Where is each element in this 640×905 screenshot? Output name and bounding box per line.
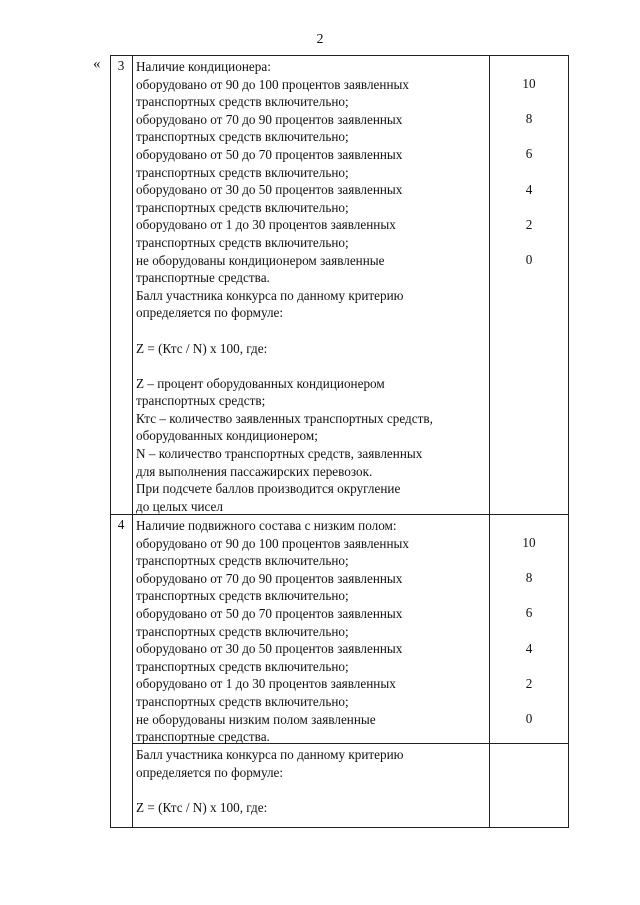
row-4-number: 4 — [117, 517, 125, 532]
text-line: транспортных средств включительно; — [136, 623, 349, 639]
text-line: транспортных средств; — [136, 393, 266, 409]
points-value: 4 — [525, 640, 533, 656]
table-border-top — [110, 55, 569, 56]
text-line: Ктс – количество заявленных транспортных средств, — [136, 410, 433, 426]
text-line: оборудованных кондиционером; — [136, 428, 318, 444]
table-border-num — [132, 55, 133, 828]
text-line: не оборудованы низким полом заявленные — [136, 711, 376, 727]
row-3-number: 3 — [117, 58, 125, 73]
text-line: При подсчете баллов производится округление — [136, 481, 401, 497]
text-line: Балл участника конкурса по данному критерию — [136, 747, 404, 762]
table-border-right — [568, 55, 569, 828]
blank-line — [136, 781, 491, 799]
points-value: 2 — [525, 675, 533, 691]
table-border-left — [110, 55, 111, 828]
text-line: оборудовано от 30 до 50 процентов заявленных — [136, 182, 403, 198]
text-line: оборудовано от 30 до 50 процентов заявленных — [136, 641, 403, 657]
text-line: определяется по формуле: — [136, 764, 284, 780]
text-line: оборудовано от 90 до 100 процентов заявленных — [136, 535, 409, 551]
text-line: Z – процент оборудованных кондиционером — [136, 375, 385, 391]
text-line: до целых чисел — [136, 498, 223, 514]
blank-line — [136, 357, 491, 375]
blank-line — [136, 322, 491, 340]
points-value: 2 — [525, 216, 533, 232]
text-line: не оборудованы кондиционером заявленные — [136, 252, 385, 268]
text-line: транспортных средств включительно; — [136, 129, 349, 145]
text-line: транспортных средств включительно; — [136, 693, 349, 709]
text-line: транспортные средства. — [136, 270, 270, 286]
text-line: оборудовано от 50 до 70 процентов заявленных — [136, 146, 403, 162]
text-line: определяется по формуле: — [136, 305, 284, 321]
text-line: транспортных средств включительно; — [136, 553, 349, 569]
points-value: 4 — [525, 181, 533, 197]
text-line: транспортных средств включительно; — [136, 234, 349, 250]
points-value: 6 — [525, 605, 533, 621]
text-line: транспортных средств включительно; — [136, 658, 349, 674]
points-value: 6 — [525, 146, 533, 162]
points-value: 0 — [525, 252, 533, 267]
text-line: транспортные средства. — [136, 729, 270, 745]
points-value: 10 — [522, 76, 536, 91]
table-border-bottom — [110, 827, 569, 828]
text-line: оборудовано от 1 до 30 процентов заявленных — [136, 676, 396, 692]
text-line: транспортных средств включительно; — [136, 588, 349, 604]
text-line: оборудовано от 90 до 100 процентов заявленных — [136, 76, 409, 92]
text-line: транспортных средств включительно; — [136, 199, 349, 215]
text-line: транспортных средств включительно; — [136, 164, 349, 180]
text-line: Наличие подвижного состава с низким полом: — [136, 518, 397, 533]
text-line: Балл участника конкурса по данному критерию — [136, 287, 404, 303]
points-value: 8 — [525, 570, 533, 586]
points-value: 8 — [525, 111, 533, 127]
text-line: Наличие кондиционера: — [136, 59, 271, 74]
points-value: 0 — [525, 711, 533, 726]
page-number: 2 — [316, 32, 324, 47]
points-value: 10 — [522, 535, 536, 550]
text-line: N – количество транспортных средств, заявленных — [136, 446, 423, 462]
text-line: оборудовано от 1 до 30 процентов заявленных — [136, 217, 396, 233]
text-line: оборудовано от 70 до 90 процентов заявленных — [136, 111, 403, 127]
formula-line: Z = (Ктс / N) x 100, где: — [136, 799, 268, 815]
text-line: транспортных средств включительно; — [136, 94, 349, 110]
opening-quote: « — [93, 56, 101, 72]
text-line: для выполнения пассажирских перевозок. — [136, 463, 373, 479]
row-4-text — [136, 517, 491, 746]
formula-line: Z = (Ктс / N) x 100, где: — [136, 340, 268, 356]
row-3-text — [136, 58, 491, 515]
row-4-formula-text — [136, 746, 491, 816]
text-line: оборудовано от 70 до 90 процентов заявленных — [136, 570, 403, 586]
text-line: оборудовано от 50 до 70 процентов заявленных — [136, 605, 403, 621]
